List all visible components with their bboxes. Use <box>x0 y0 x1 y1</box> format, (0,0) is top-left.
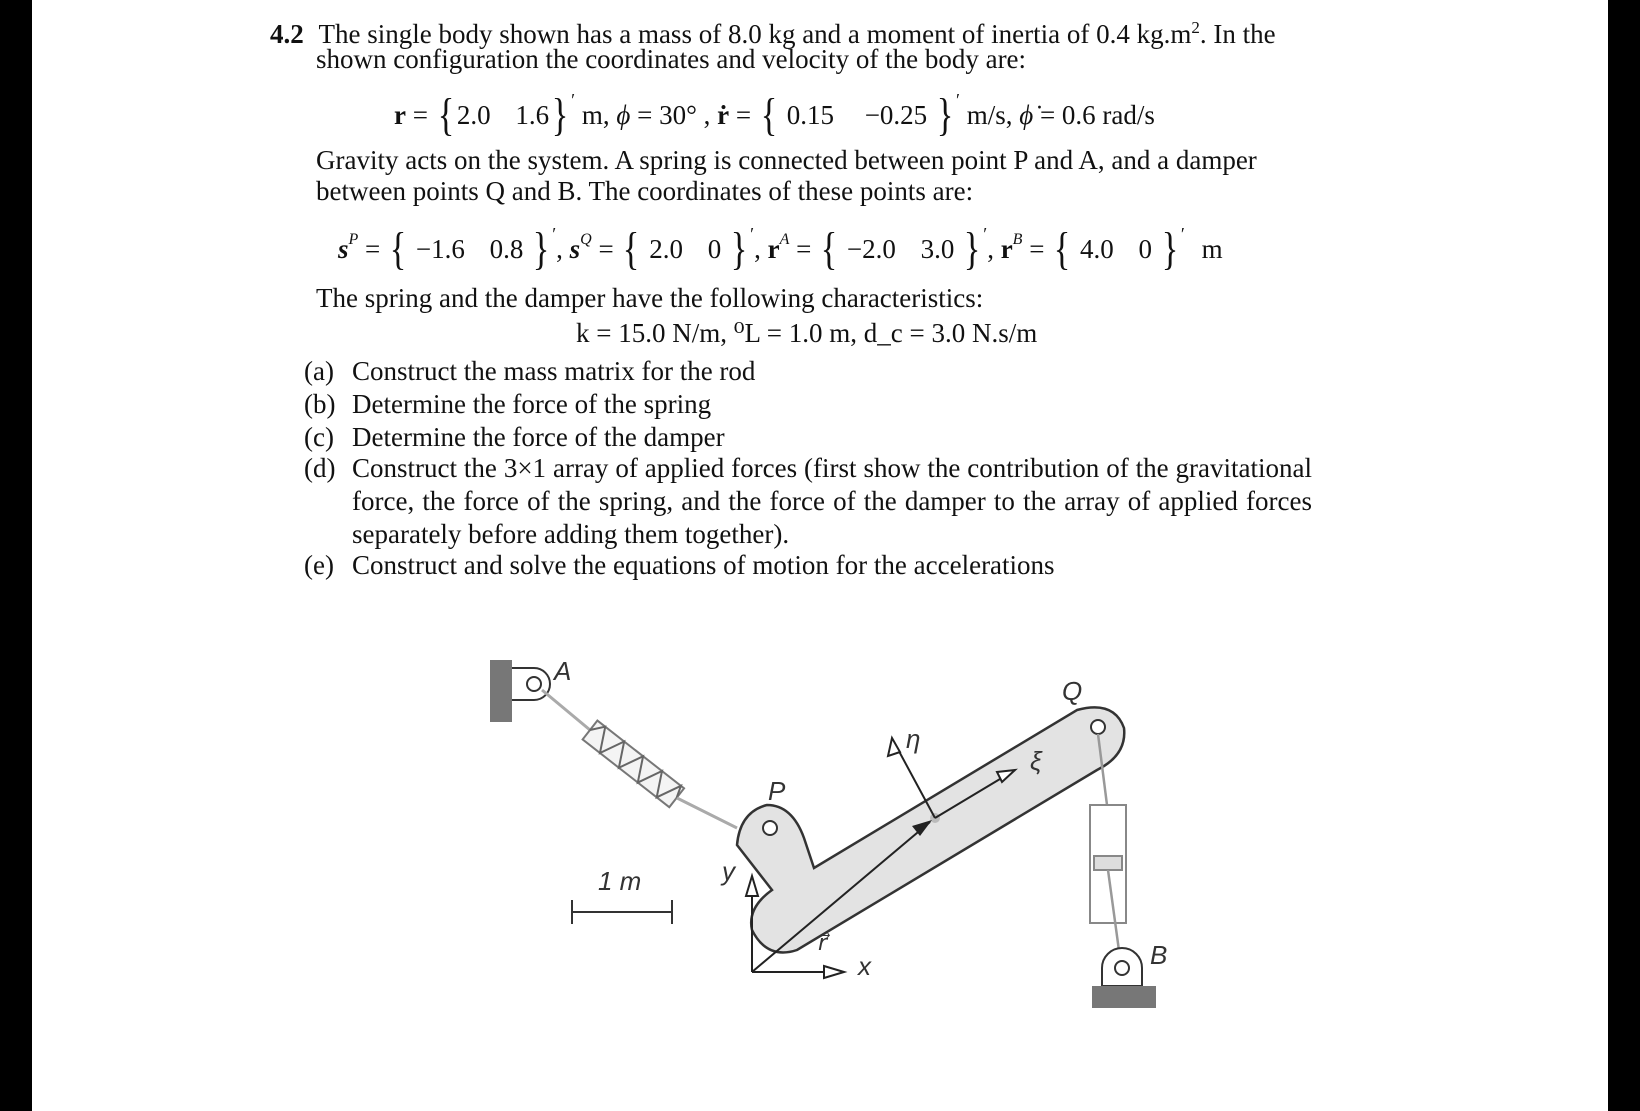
damper-piston <box>1094 856 1122 870</box>
y-arrow-icon <box>746 876 758 896</box>
equation-characteristics: k = 15.0 N/m, ⁰L = 1.0 m, d_c = 3.0 N.s/m <box>576 318 1038 348</box>
problem-number: 4.2 <box>270 19 304 49</box>
item-text: Construct the 3×1 array of applied forces (first show the contribution of the gravitational force, the force of the spring, and the force of the damper to the array of applied forces separately before adding them together). <box>352 453 1312 549</box>
item-label: (c) <box>304 422 334 452</box>
rA-values: −2.0 3.0 <box>846 234 955 264</box>
label-xi: ξ <box>1030 746 1042 776</box>
label-y: y <box>722 856 735 886</box>
intro-superscript: 2 <box>1191 18 1200 37</box>
equation-state: r = { 2.0 1.6} ′ m, ϕ = 30° , ṙ = { 0.15 −0.25 } ′ m/s, ϕ̇ = 0.6 rad/s <box>394 89 1155 140</box>
pin-b-icon <box>1115 961 1129 975</box>
mechanism-figure <box>32 0 1608 1111</box>
item-text: Determine the force of the spring <box>352 389 712 419</box>
wall-support <box>490 660 512 722</box>
x-arrow-icon <box>824 966 844 978</box>
item-text: Determine the force of the damper <box>352 422 725 452</box>
item-label: (e) <box>304 550 334 580</box>
gravity-line2: between points Q and B. The coordinates of these points are: <box>316 176 974 206</box>
label-eta: η <box>906 724 921 754</box>
intro-text-end: . In the <box>1199 19 1276 49</box>
eta-arrow-icon <box>888 738 900 756</box>
rigid-body <box>737 707 1124 952</box>
phidot-value: = 0.6 rad/s <box>1039 100 1155 130</box>
rdot-unit: m/s, <box>966 100 1013 130</box>
r-values: 2.0 1.6 <box>456 100 550 130</box>
item-text: Construct and solve the equations of motion for the accelerations <box>352 550 1055 580</box>
spring-lead-p <box>677 798 737 828</box>
phi-value: = 30° <box>637 100 697 130</box>
sP-values: −1.6 0.8 <box>415 234 524 264</box>
rdot-values: 0.15 −0.25 <box>786 100 928 130</box>
item-text: Construct the mass matrix for the rod <box>352 356 756 386</box>
label-r: r⃗ <box>818 930 828 955</box>
label-p: P <box>768 776 786 806</box>
pin-a-icon <box>527 677 541 691</box>
problem-intro-line2: shown configuration the coordinates and velocity of the body are: <box>316 44 1027 74</box>
r-unit: m, <box>581 100 610 130</box>
spring <box>583 721 684 808</box>
equation-points: $s^P$ = { −1.6 0.8 } ′, $s^Q$ = { 2.0 0 } ′, $r^A$ = { −2.0 3.0 } ′, $r^B$ = { 4.0 0 } ′ m <box>338 223 1223 274</box>
characteristics-line: The spring and the damper have the following characteristics: <box>316 283 984 313</box>
document-page <box>32 0 1608 1111</box>
item-label: (b) <box>304 389 336 419</box>
point-p-icon <box>763 821 777 835</box>
sQ-values: 2.0 0 <box>649 234 722 264</box>
label-q: Q <box>1062 676 1083 706</box>
scale-label: 1 m <box>598 866 642 896</box>
label-b: B <box>1150 940 1168 970</box>
label-a: A <box>554 656 572 686</box>
label-x: x <box>858 951 871 981</box>
gravity-line1: Gravity acts on the system. A spring is connected between point P and A, and a damper <box>316 145 1257 175</box>
spring-lead-a <box>542 690 590 730</box>
point-q-icon <box>1091 720 1105 734</box>
rB-values: 4.0 0 <box>1080 234 1153 264</box>
intro-text: The single body shown has a mass of 8.0 kg and a moment of inertia of 0.4 kg.m <box>318 19 1192 49</box>
item-label: (d) <box>304 453 336 483</box>
item-label: (a) <box>304 356 334 386</box>
points-unit: m <box>1201 234 1223 264</box>
ground-support <box>1092 986 1156 1008</box>
